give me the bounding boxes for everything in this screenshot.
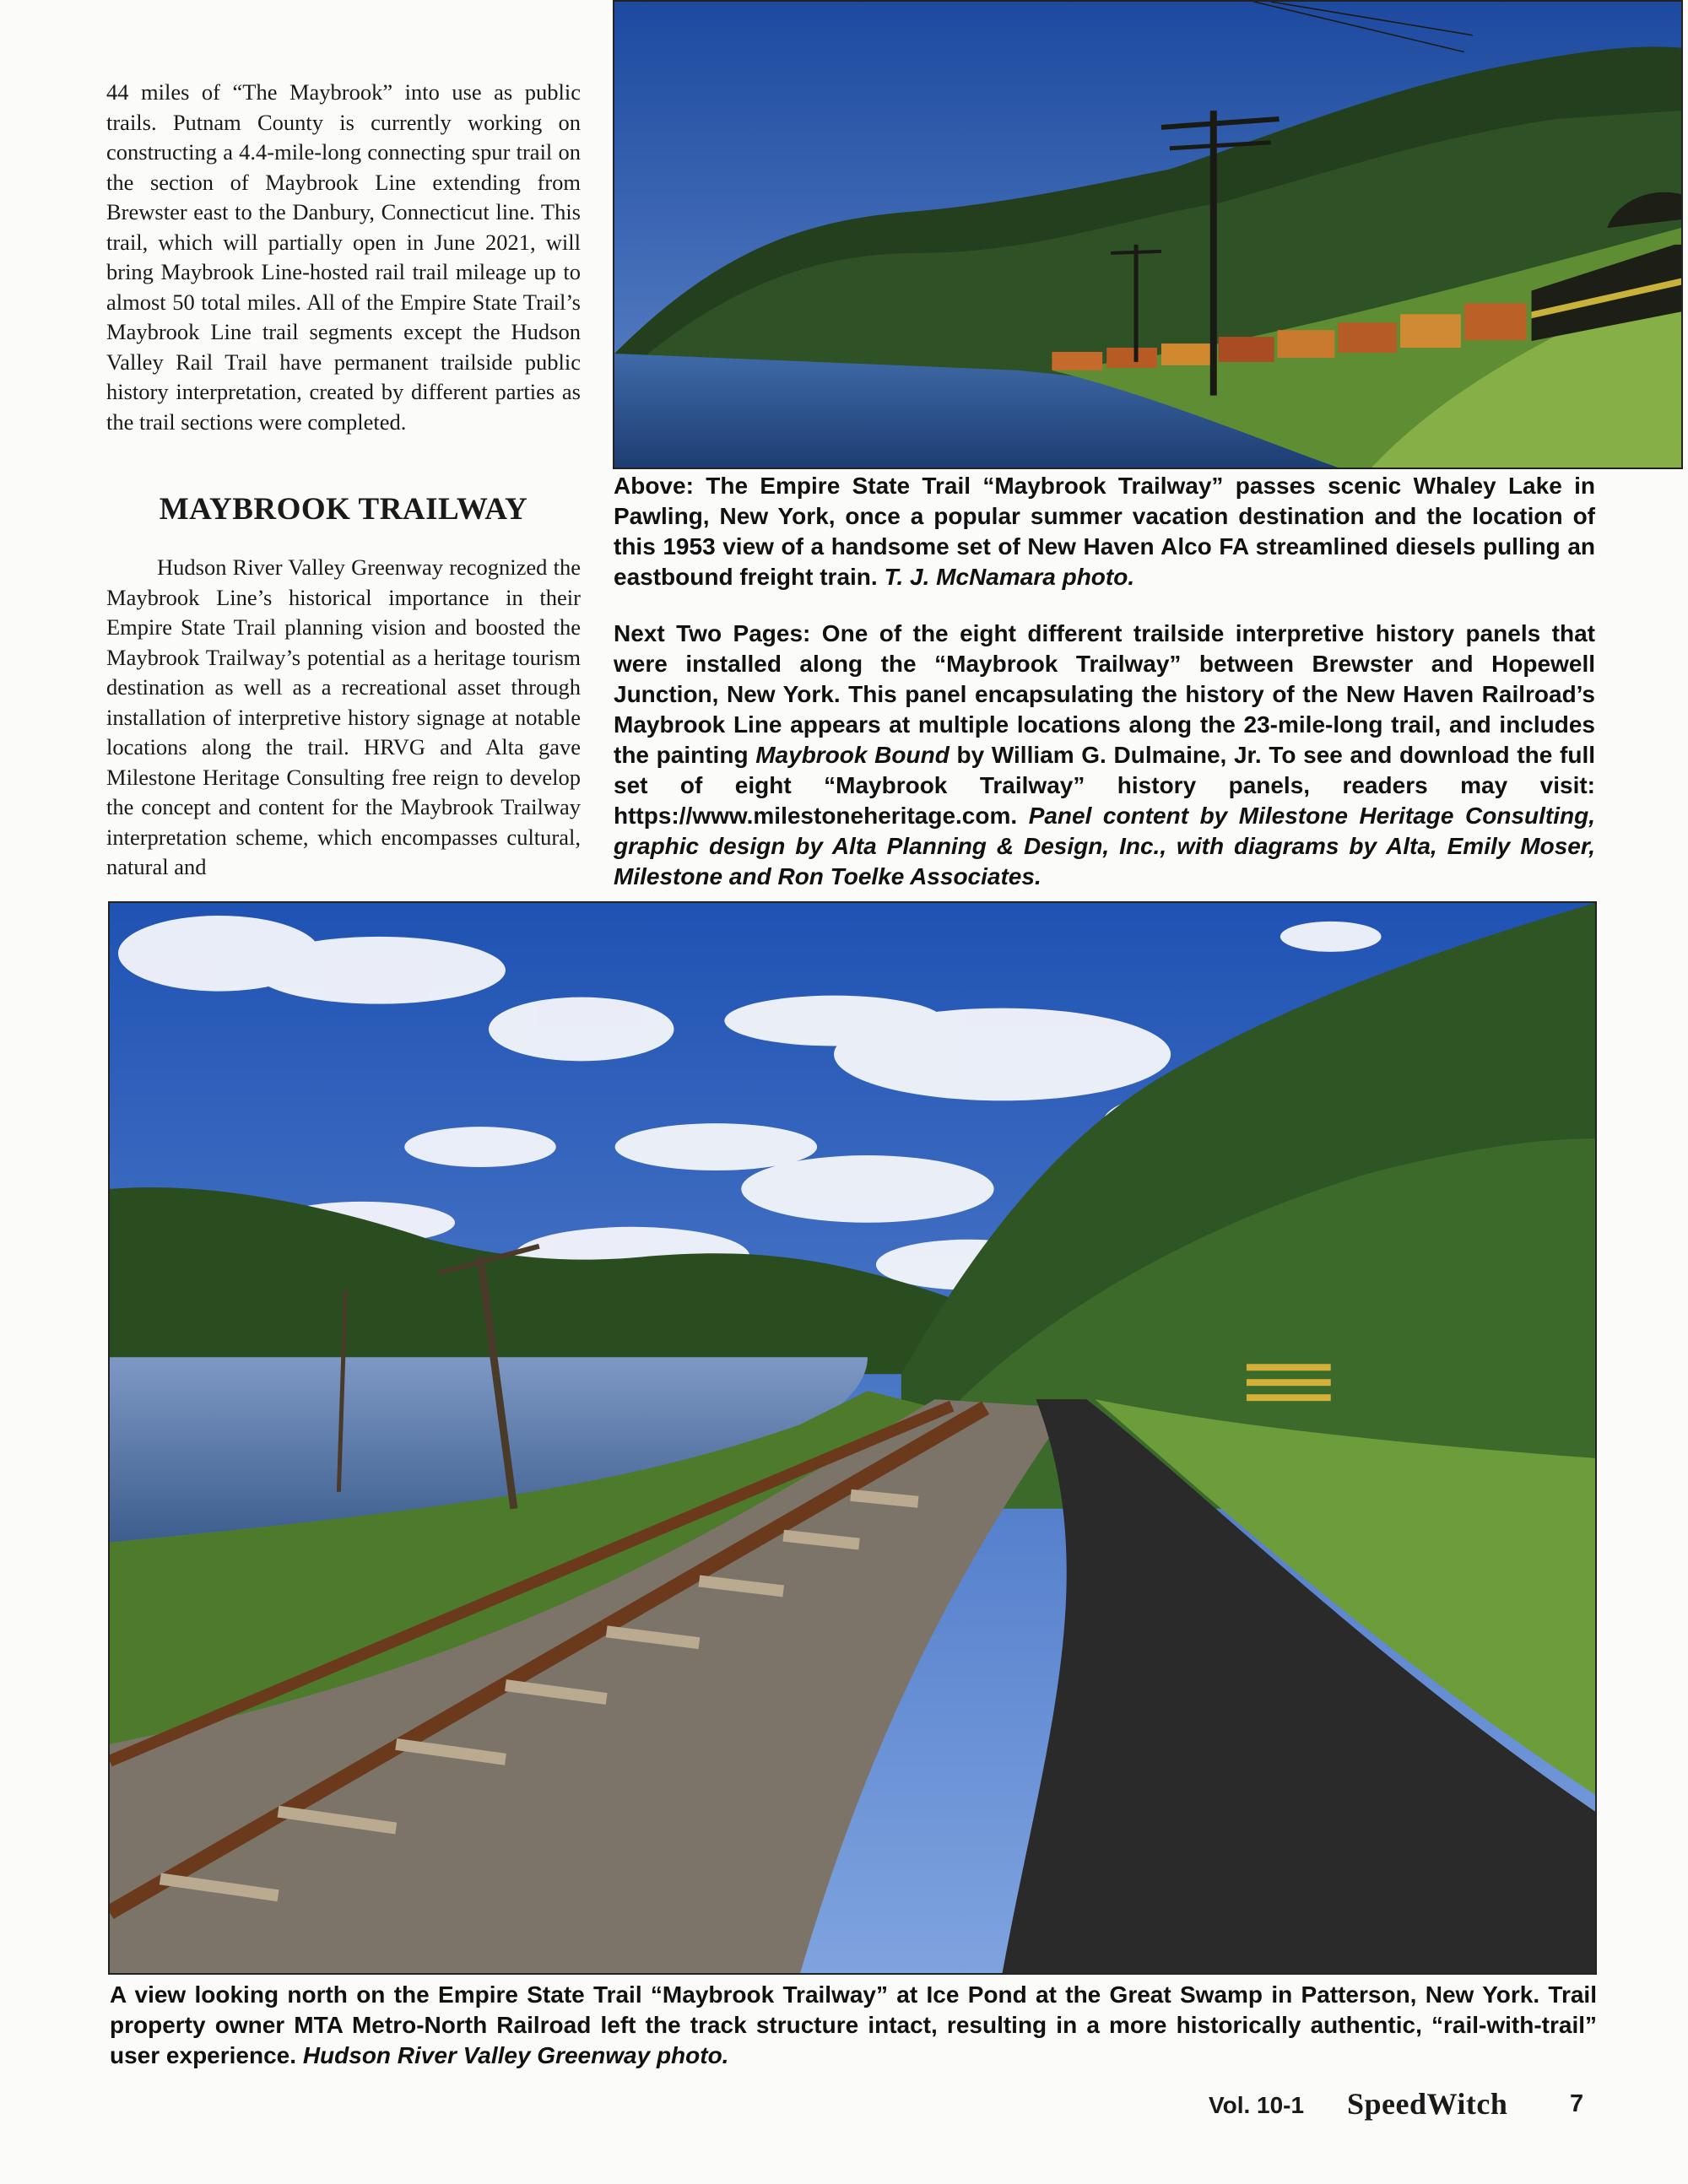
caption-next-text-b: by William G. Dulmaine, Jr. To see and download the full set of eight “Maybrook Trailway” history panels, readers may visit: https://www.milestoneheritage.com. xyxy=(614,742,1595,829)
ice-pond-illustration xyxy=(110,903,1595,1973)
page-number: 7 xyxy=(1570,2090,1584,2117)
yellow-fence xyxy=(1247,1364,1331,1401)
section-heading: MAYBROOK TRAILWAY xyxy=(159,492,528,527)
caption-top-text: Above: The Empire State Trail “Maybrook Trailway” passes scenic Whaley Lake in Pawling, New York, once a popular summer vacation destination and the location of this 1953 view of a handsome set of New Haven Alco FA streamlined diesels pulling an eastbound freight train. xyxy=(614,473,1595,590)
whaley-lake-illustration xyxy=(614,2,1681,468)
caption-bottom-credit: Hudson River Valley Greenway photo. xyxy=(302,2042,729,2068)
caption-bottom-text: A view looking north on the Empire State Trail “Maybrook Trailway” at Ice Pond at the Great Swamp in Patterson, New York. Trail property owner MTA Metro-North Railroad left the track structure intact, resulting in a more historically authentic, “rail-with-trail” user experience. xyxy=(110,1981,1597,2068)
caption-next-painting: Maybrook Bound xyxy=(755,742,950,768)
footer-volume: Vol. 10-1 xyxy=(1209,2092,1305,2118)
photo-whaley-lake-train xyxy=(613,0,1683,469)
body-paragraph-1: 44 miles of “The Maybrook” into use as public trails. Putnam County is currently working on constructing a 4.4-mile-long connecting spur trail on the section of Maybrook Line extending from Brewster east to the Danbury, Connecticut line. This trail, which will partially open in June 2021, will bring Maybrook Line-hosted rail trail mileage up to almost 50 total miles. All of the Empire State Trail’s Maybrook Line trail segments except the Hudson Valley Rail Trail have permanent trailside public history interpretation, created by different parties as the trail sections were completed. xyxy=(106,79,581,435)
caption-top-photo xyxy=(614,471,1595,592)
caption-next-credit: Panel content by Milestone Heritage Consulting, graphic design by Alta Planning & Design, Inc., with diagrams by Alta, Emily Moser, Milestone and Ron Toelke Associates. xyxy=(614,803,1595,889)
caption-next-text-a: Next Two Pages: One of the eight different trailside interpretive history panels that were installed along the “Maybrook Trailway” between Brewster and Hopewell Junction, New York. This panel encapsulating the history of the New Haven Railroad’s Maybrook Line appears at multiple locations along the 23-mile-long trail, and includes the painting xyxy=(614,620,1595,768)
caption-top-credit: T. J. McNamara photo. xyxy=(884,564,1135,590)
footer-brand: SpeedWitch xyxy=(1347,2087,1508,2121)
photo-ice-pond-trail xyxy=(108,901,1597,1975)
body-paragraph-2: Hudson River Valley Greenway recognized the Maybrook Line’s historical importance in their Empire State Trail planning vision and boosted the Maybrook Trailway’s potential as a heritage tourism destination as well as a recreational asset through installation of interpretive history signage at notable locations along the trail. HRVG and Alta gave Milestone Heritage Consulting free reign to develop the concept and content for the Maybrook Trailway interpretation scheme, which encompasses cultural, natural and xyxy=(106,554,581,879)
caption-next-pages xyxy=(614,619,1595,892)
caption-bottom-photo xyxy=(110,1980,1597,2071)
